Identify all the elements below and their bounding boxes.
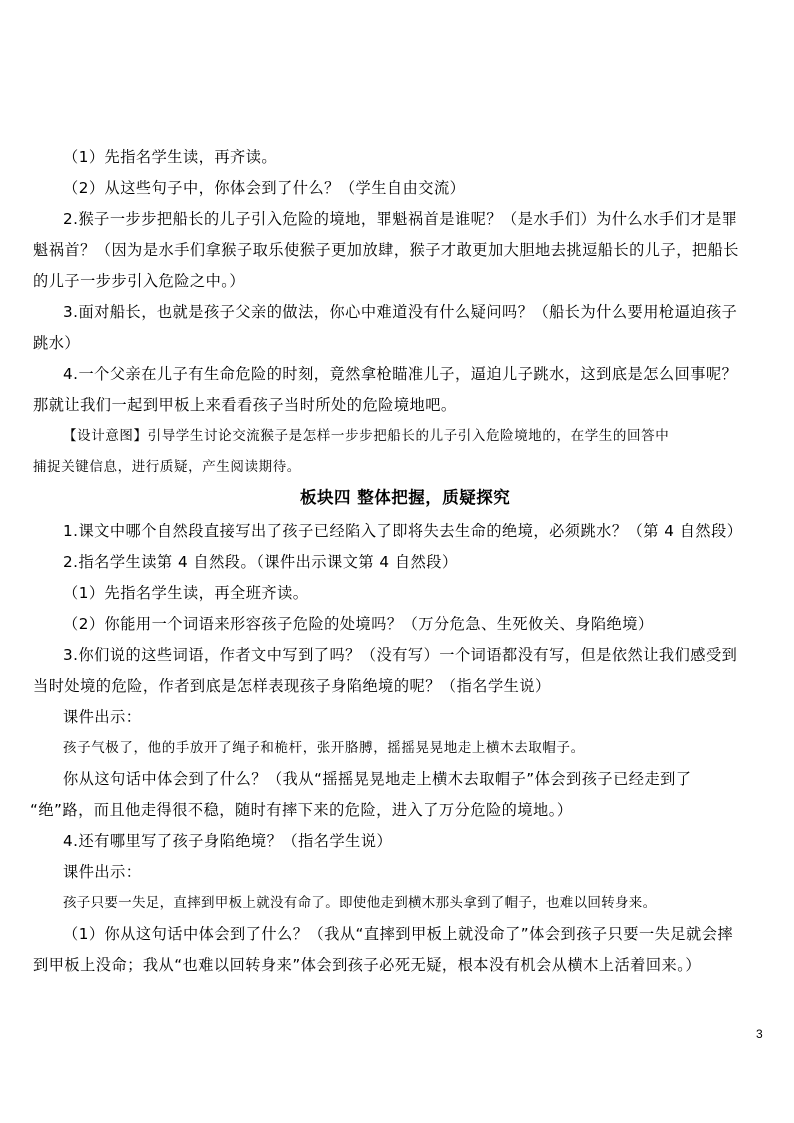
paragraph-line: 课件出示： — [63, 708, 142, 726]
paragraph-line: （1）你从这句话中体会到了什么？（我从“直摔到甲板上就没命了”体会到孩子只要一失足就会摔 — [63, 925, 734, 943]
paragraph-line: 魁祸首？（因为是水手们拿猴子取乐使猴子更加放肆，猴子才敢更加大胆地去挑逗船长的儿子，把船长 — [33, 241, 739, 259]
paragraph-line: 1.课文中哪个自然段直接写出了孩子已经陷入了即将失去生命的绝境，必须跳水？（第 4 自然段） — [63, 522, 743, 540]
paragraph-line: 你从这句话中体会到了什么？（我从“摇摇晃晃地走上横木去取帽子”体会到孩子已经走到了 — [63, 770, 692, 788]
paragraph-line: 4.一个父亲在儿子有生命危险的时刻，竟然拿枪瞄准儿子，逼迫儿子跳水，这到底是怎么回事呢？ — [63, 365, 738, 383]
paragraph-line: 3.你们说的这些词语，作者文中写到了吗？（没有写）一个词语都没有写，但是依然让我们感受到 — [63, 646, 738, 664]
page-number: 3 — [756, 1027, 763, 1041]
paragraph-line: 那就让我们一起到甲板上来看看孩子当时所处的危险境地吧。 — [33, 396, 457, 414]
paragraph-line: 4.还有哪里写了孩子身陷绝境？（指名学生说） — [63, 832, 393, 850]
paragraph-line: （2）你能用一个词语来形容孩子危险的处境吗？（万分危急、生死攸关、身陷绝境） — [63, 615, 654, 633]
paragraph-line: 的儿子一步步引入危险之中。） — [33, 272, 246, 290]
paragraph-line: 当时处境的危险，作者到底是怎样表现孩子身陷绝境的呢？（指名学生说） — [33, 677, 551, 695]
paragraph-line: 2.指名学生读第 4 自然段。（课件出示课文第 4 自然段） — [63, 553, 458, 571]
paragraph-line: （2）从这些句子中，你体会到了什么？（学生自由交流） — [63, 179, 466, 197]
paragraph-line: 2.猴子一步步把船长的儿子引入危险的境地，罪魁祸首是谁呢？（是水手们）为什么水手们才是罪 — [63, 210, 738, 228]
design-intent-line: 【设计意图】引导学生讨论交流猴子是怎样一步步把船长的儿子引入危险境地的，在学生的回答中 — [63, 428, 670, 444]
paragraph-line: （1）先指名学生读，再全班齐读。 — [63, 584, 309, 602]
paragraph-line: “绝”路，而且他走得很不稳，随时有摔下来的危险，进入了万分危险的境地。） — [30, 801, 573, 819]
paragraph-line: 跳水） — [33, 334, 81, 352]
paragraph-line: （1）先指名学生读，再齐读。 — [63, 148, 278, 166]
quoted-passage: 孩子只要一失足，直摔到甲板上就没有命了。即使他走到横木那头拿到了帽子，也难以回转身来。 — [63, 895, 657, 911]
quoted-passage: 孩子气极了，他的手放开了绳子和桅杆，张开胳膊，摇摇晃晃地走上横木去取帽子。 — [63, 740, 585, 756]
paragraph-line: 3.面对船长，也就是孩子父亲的做法，你心中难道没有什么疑问吗？（船长为什么要用枪逼迫孩子 — [63, 303, 738, 321]
paragraph-line: 课件出示： — [63, 863, 142, 881]
paragraph-line: 到甲板上没命；我从“也难以回转身来”体会到孩子必死无疑，根本没有机会从横木上活着回来。） — [33, 956, 702, 974]
section-heading: 板块四 整体把握，质疑探究 — [300, 488, 511, 507]
design-intent-line: 捕捉关键信息，进行质疑，产生阅读期待。 — [33, 459, 301, 475]
